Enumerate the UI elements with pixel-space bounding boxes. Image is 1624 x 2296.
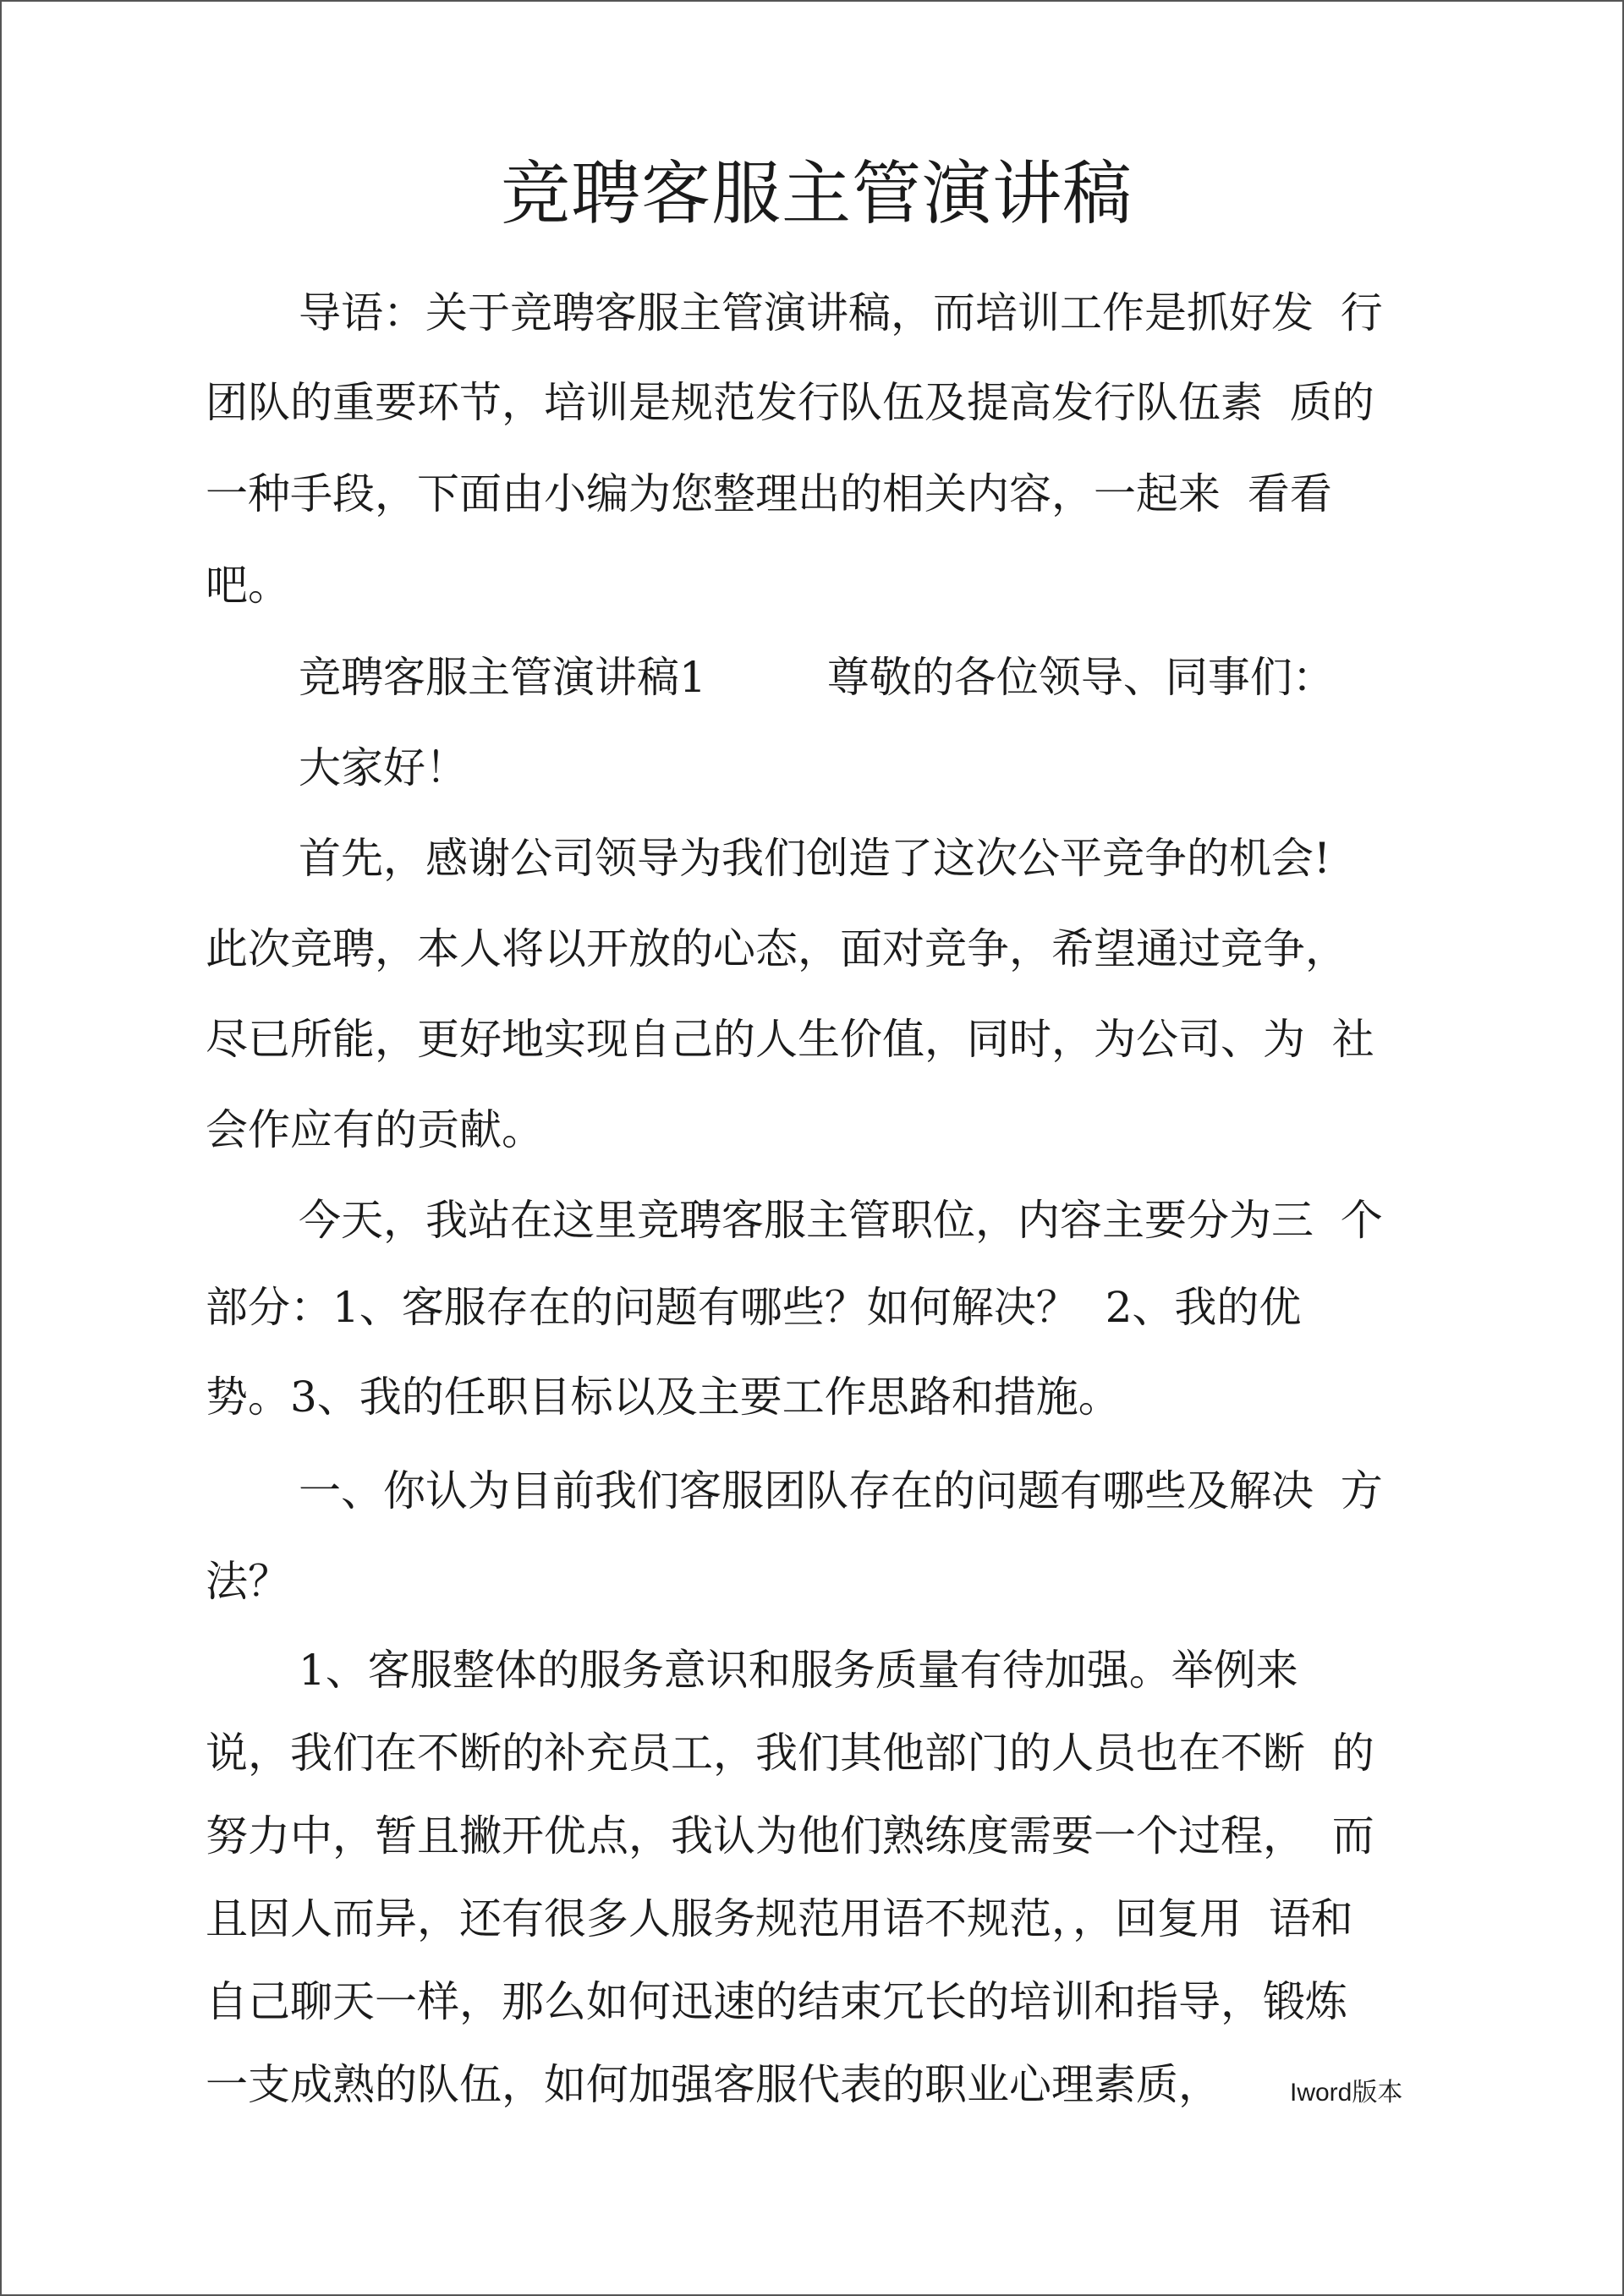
paragraph-line: 一支成熟的队伍，如何加强客服代表的职业心理素质， bbox=[206, 2060, 1221, 2109]
paragraph-line: 导语：关于竞聘客服主管演讲稿，而培训工作是抓好发 行 bbox=[299, 288, 1383, 337]
paragraph-line: 会作应有的贡献。 bbox=[206, 1105, 544, 1154]
paragraph-line: 努力中，暂且撇开优点，我认为他们熟练度需要一个过程， 而 bbox=[206, 1811, 1374, 1860]
paragraph-line: 首先，感谢公司领导为我们创造了这次公平竞争的机会! bbox=[299, 834, 1331, 883]
paragraph-line: 竞聘客服主管演讲稿1 尊敬的各位领导、同事们： bbox=[299, 653, 1335, 702]
paragraph-line: 一、你认为目前我们客服团队存在的问题有哪些及解决 方 bbox=[299, 1466, 1383, 1515]
footer-version-label: Iword版本 bbox=[1290, 2079, 1403, 2107]
paragraph-line: 说，我们在不断的补充员工，我们其他部门的人员也在不断 的 bbox=[206, 1729, 1374, 1778]
paragraph-line: 大家好！ bbox=[299, 743, 468, 792]
document-title: 竞聘客服主管演讲稿 bbox=[500, 154, 1133, 234]
paragraph-line: 今天，我站在这里竞聘客服主管职位，内容主要分为三 个 bbox=[299, 1196, 1383, 1245]
paragraph-line: 势。3、我的任职目标以及主要工作思路和措施。 bbox=[206, 1373, 1121, 1422]
paragraph-line: 部分：1、客服存在的问题有哪些？如何解决？ 2、我的优 bbox=[206, 1283, 1302, 1332]
paragraph-line: 团队的重要环节，培训是规范发行队伍及提高发行队伍素 质的 bbox=[206, 378, 1374, 427]
paragraph-line: 吧。 bbox=[206, 561, 290, 610]
paragraph-line: 尽已所能，更好地实现自己的人生价值，同时，为公司、为 社 bbox=[206, 1015, 1374, 1064]
paragraph-line: 此次竞聘，本人将以开放的心态，面对竞争，希望通过竞争， bbox=[206, 924, 1347, 973]
paragraph-line: 自己聊天一样，那么如何迅速的结束冗长的培训和指导，锻炼 bbox=[206, 1977, 1347, 2026]
paragraph-line: 法？ bbox=[206, 1557, 290, 1606]
paragraph-line: 1、客服整体的服务意识和服务质量有待加强。举例来 bbox=[299, 1646, 1298, 1695]
paragraph-line: 且因人而异，还有很多人服务规范用语不规范，，回复用 语和 bbox=[206, 1894, 1353, 1943]
paragraph-line: 一种手段，下面由小编为您整理出的相关内容，一起来 看看 bbox=[206, 469, 1332, 518]
